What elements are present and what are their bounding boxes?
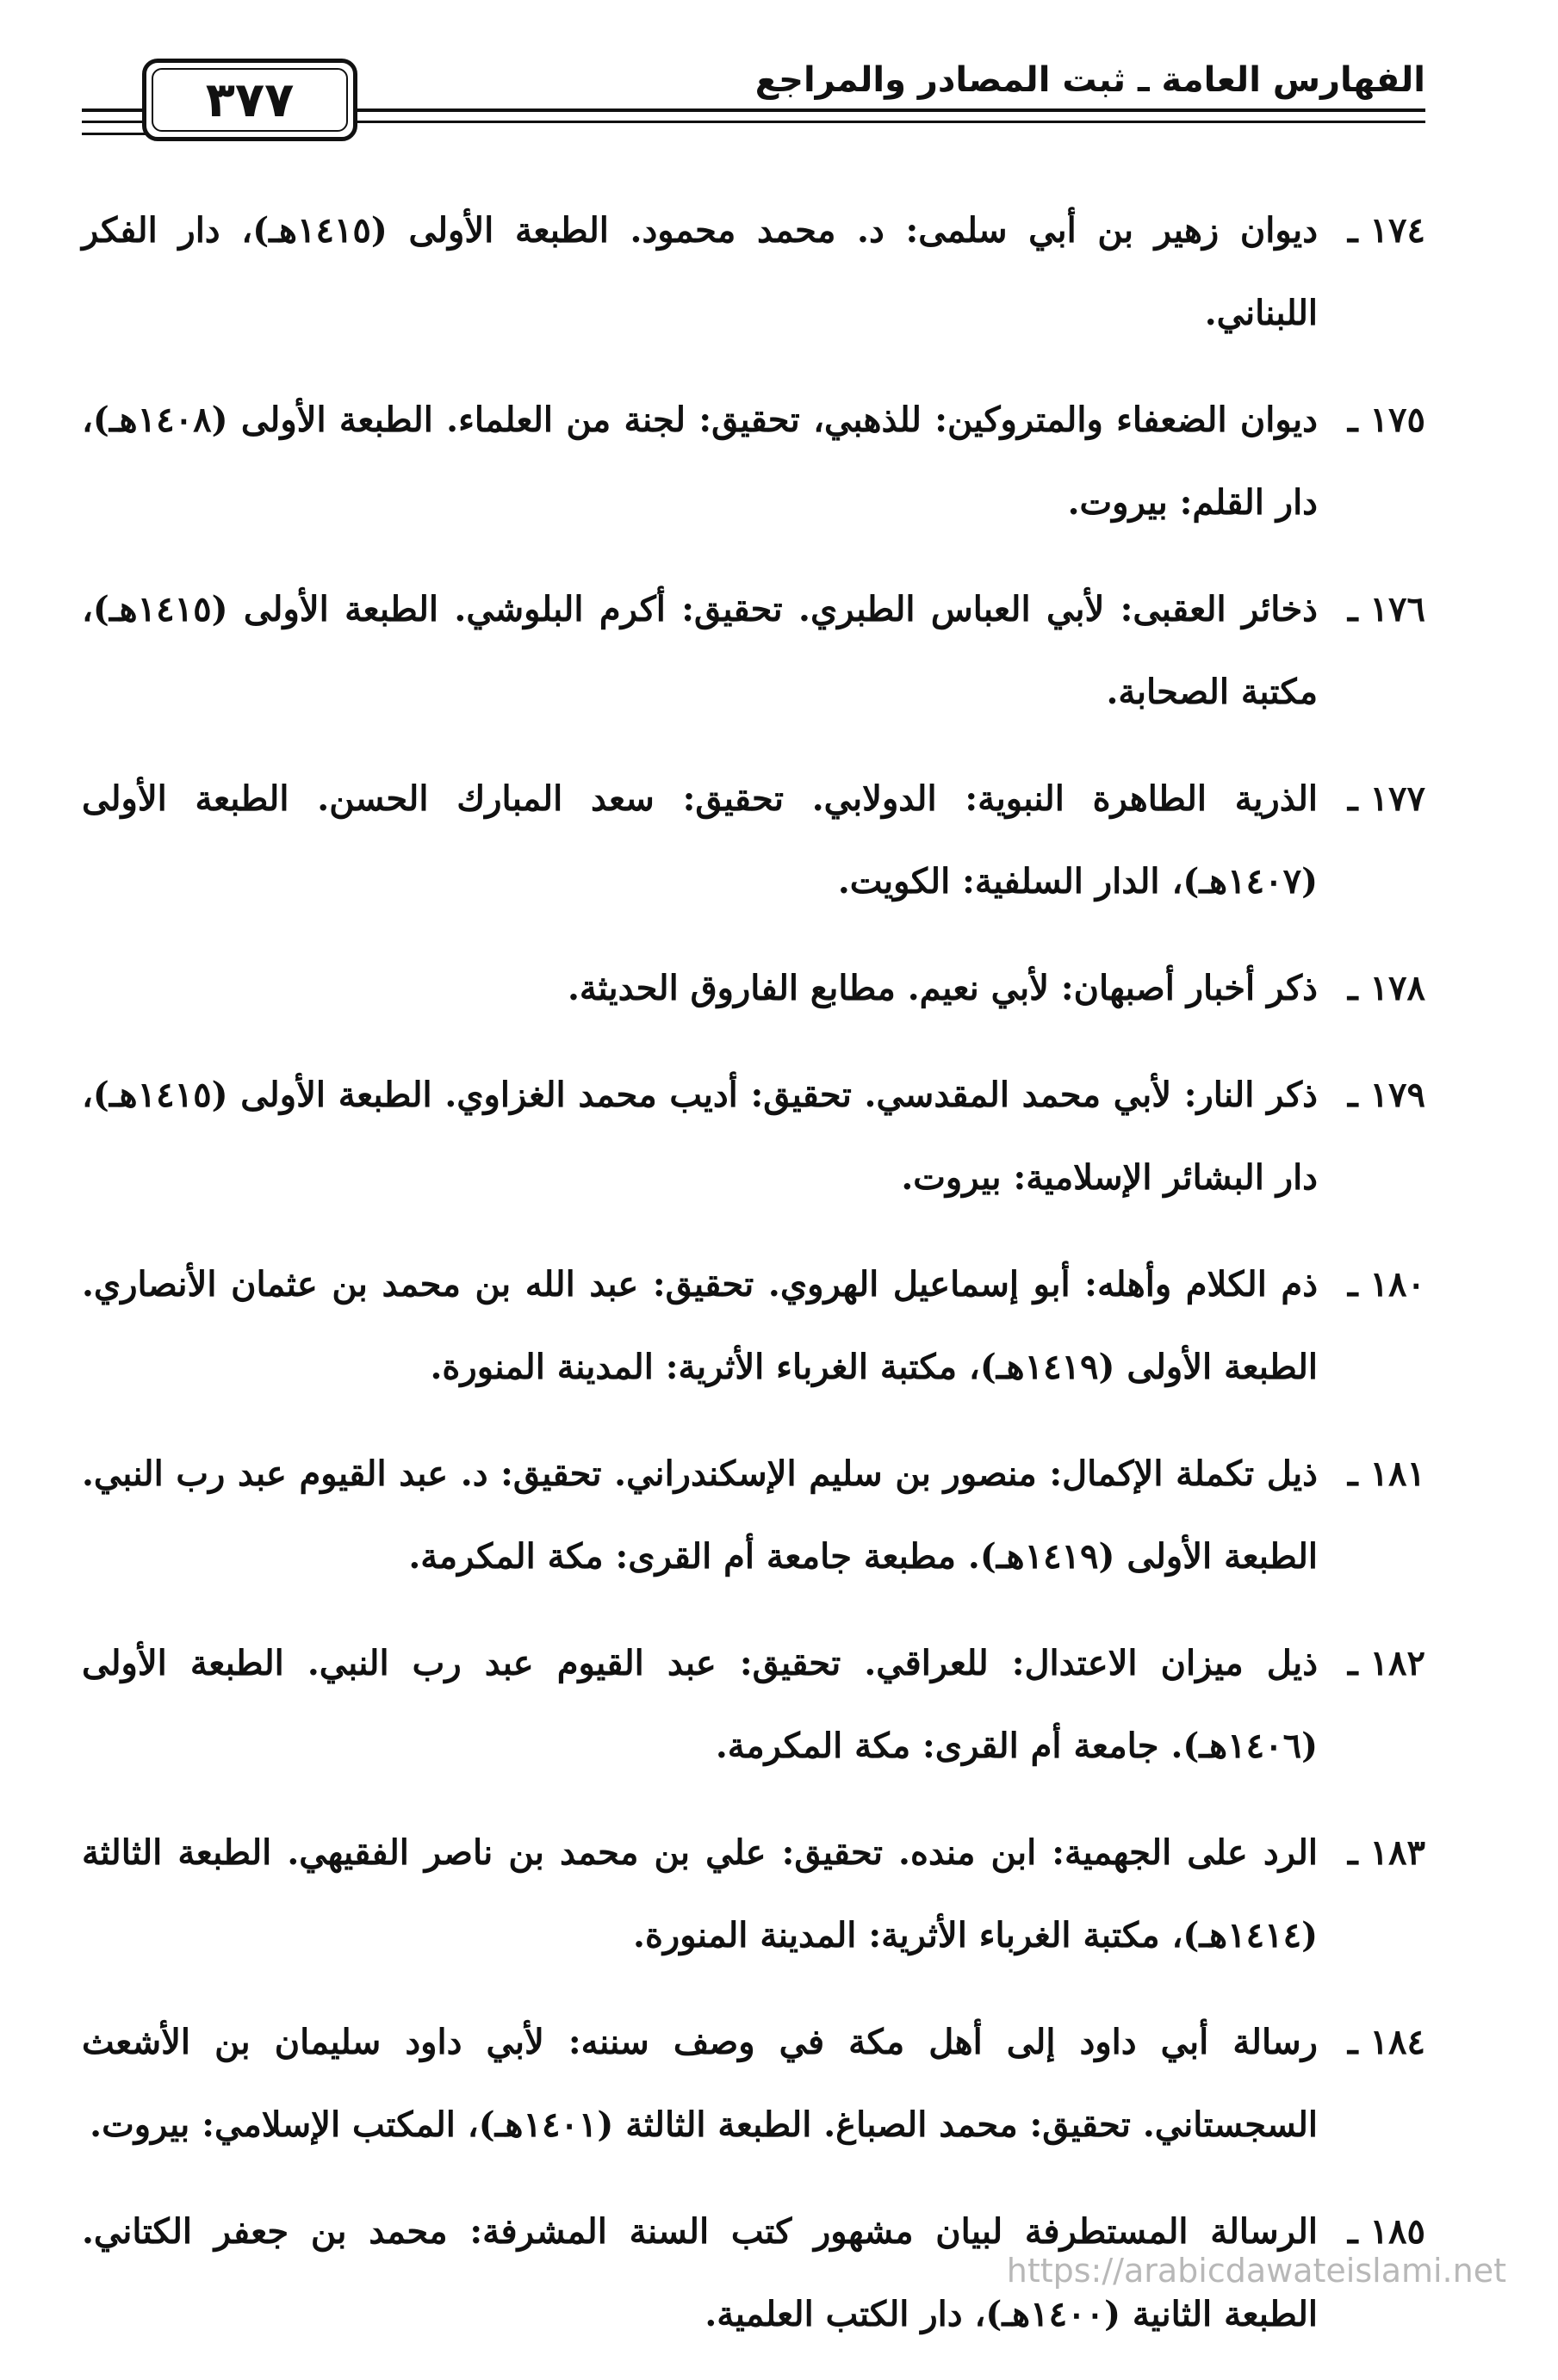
entry-text: ذيل تكملة الإكمال: منصور بن سليم الإسكندراني. تحقيق: د. عبد القيوم عبد رب النبي. الطبعة الأولى (١٤١٩هـ). مطبعة جامعة أم القرى: مكة المكرمة.	[82, 1453, 1318, 1577]
entry-text: ذم الكلام وأهله: أبو إسماعيل الهروي. تحقيق: عبد الله بن محمد بن عثمان الأنصاري. الطبعة الأولى (١٤١٩هـ)، مكتبة الغرباء الأثرية: المدينة المنورة.	[82, 1264, 1318, 1387]
bibliography-entry	[82, 1433, 1425, 1598]
bibliography-entry	[82, 2001, 1425, 2166]
entry-text: ذيل ميزان الاعتدال: للعراقي. تحقيق: عبد القيوم عبد رب النبي. الطبعة الأولى (١٤٠٦هـ). جامعة أم القرى: مكة المكرمة.	[82, 1643, 1319, 1766]
entry-number: ١٨٥ ـ	[1347, 2211, 1425, 2252]
entry-text: الرسالة المستطرفة لبيان مشهور كتب السنة المشرفة: محمد بن جعفر الكتاني. الطبعة الثانية (١٤٠٠هـ)، دار الكتب العلمية.	[82, 2211, 1318, 2334]
entry-text: رسالة أبي داود إلى أهل مكة في وصف سننه: لأبي داود سليمان بن الأشعث السجستاني. تحقيق: محمد الصباغ. الطبعة الثالثة (١٤٠١هـ)، المكتب الإسلامي: بيروت.	[82, 2022, 1318, 2145]
entry-text: ديوان الضعفاء والمتروكين: للذهبي، تحقيق: لجنة من العلماء. الطبعة الأولى (١٤٠٨هـ)، دار القلم: بيروت.	[82, 400, 1318, 523]
bibliography-entry	[82, 1054, 1425, 1219]
entry-number: ١٨٢ ـ	[1347, 1643, 1425, 1683]
entry-text: ديوان زهير بن أبي سلمى: د. محمد محمود. الطبعة الأولى (١٤١٥هـ)، دار الفكر اللبناني.	[82, 210, 1319, 333]
bibliography-entry	[82, 189, 1425, 355]
entry-number: ١٧٧ ـ	[1347, 778, 1425, 819]
bibliography-entry	[82, 947, 1425, 1030]
entry-number: ١٨٠ ـ	[1347, 1264, 1425, 1305]
bibliography-entry	[82, 568, 1425, 734]
entry-text: ذكر أخبار أصبهان: لأبي نعيم. مطابع الفاروق الحديثة.	[568, 968, 1318, 1008]
page-header	[82, 52, 1425, 146]
entry-number: ١٧٤ ـ	[1347, 210, 1425, 251]
source-watermark: https://arabicdawateislami.net	[1006, 2252, 1506, 2290]
entry-number: ١٧٨ ـ	[1347, 968, 1425, 1008]
bibliography-list	[82, 189, 1425, 2380]
running-header-title: الفهارس العامة ـ ثبت المصادر والمراجع	[754, 60, 1425, 100]
bibliography-entry	[82, 1812, 1425, 1977]
entry-text: الرد على الجهمية: ابن منده. تحقيق: علي بن محمد بن ناصر الفقيهي. الطبعة الثالثة (١٤١٤هـ)، مكتبة الغرباء الأثرية: المدينة المنورة.	[82, 1832, 1318, 1955]
bibliography-entry	[82, 379, 1425, 544]
entry-text: ذكر النار: لأبي محمد المقدسي. تحقيق: أديب محمد الغزاوي. الطبعة الأولى (١٤١٥هـ)، دار البشائر الإسلامية: بيروت.	[82, 1075, 1318, 1198]
entry-number: ١٧٩ ـ	[1347, 1075, 1425, 1115]
entry-number: ١٨١ ـ	[1347, 1453, 1425, 1494]
entry-text: الذرية الطاهرة النبوية: الدولابي. تحقيق: سعد المبارك الحسن. الطبعة الأولى (١٤٠٧هـ)، الدار السلفية: الكويت.	[82, 778, 1318, 902]
bibliography-entry	[82, 758, 1425, 923]
bibliography-entry	[82, 1243, 1425, 1409]
page-number-frame	[142, 59, 357, 141]
entry-number: ١٧٦ ـ	[1347, 589, 1425, 629]
bibliography-entry	[82, 1622, 1425, 1788]
entry-number: ١٨٣ ـ	[1347, 1832, 1425, 1873]
page-number: ٣٧٧	[205, 71, 295, 128]
entry-number: ١٨٤ ـ	[1347, 2022, 1425, 2062]
entry-text: ذخائر العقبى: لأبي العباس الطبري. تحقيق: أكرم البلوشي. الطبعة الأولى (١٤١٥هـ)، مكتبة الصحابة.	[82, 589, 1318, 712]
entry-number: ١٧٥ ـ	[1347, 400, 1425, 440]
